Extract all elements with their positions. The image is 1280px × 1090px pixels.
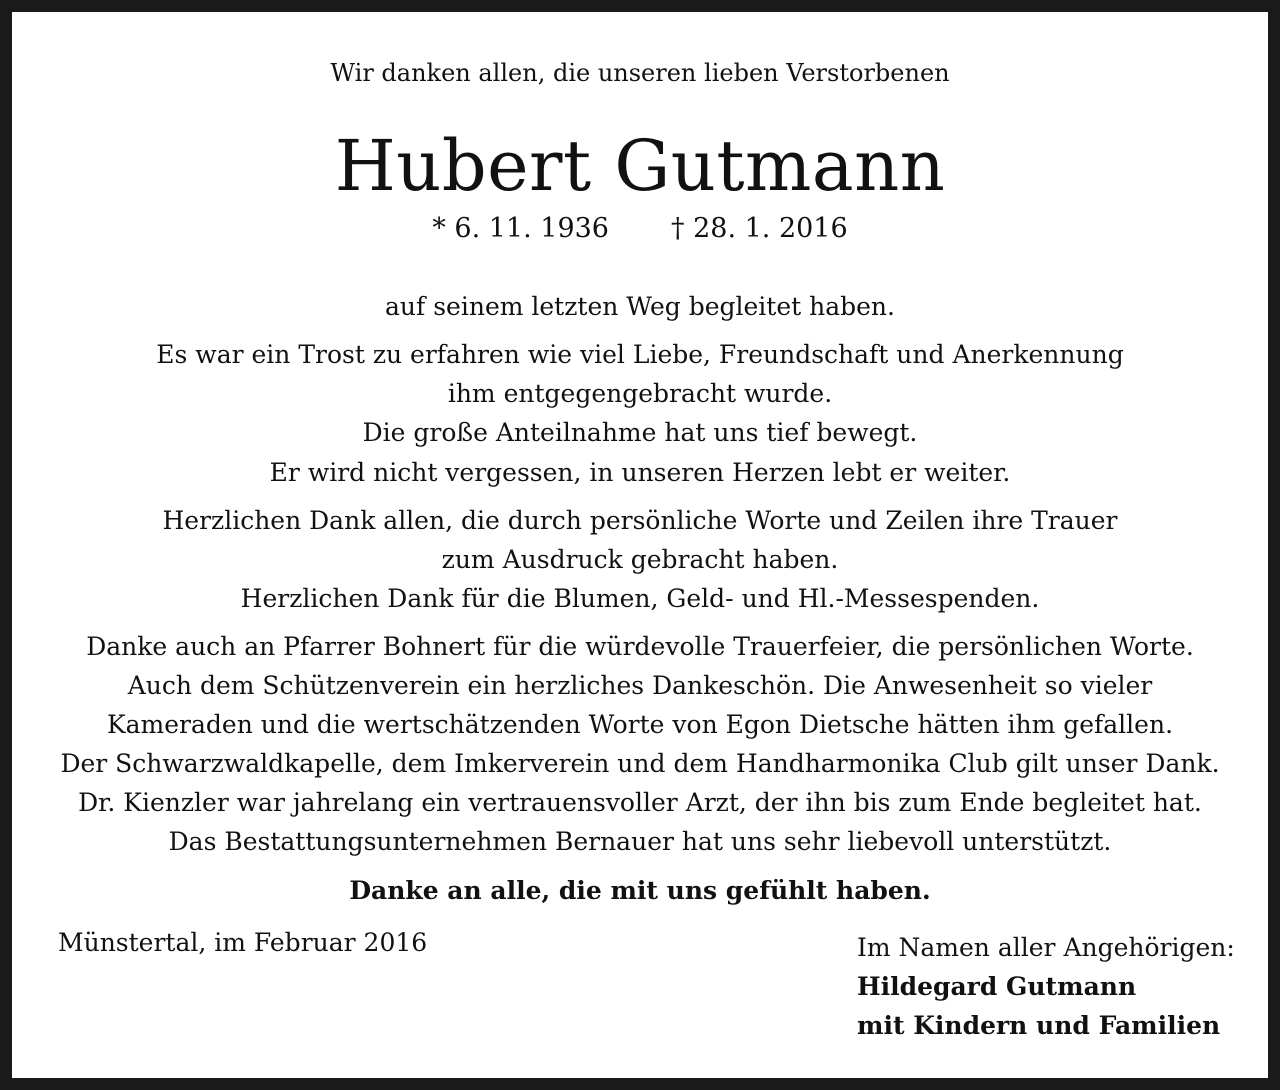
signature-block: [857, 928, 1235, 1045]
deceased-name: Hubert Gutmann: [334, 125, 946, 207]
text-line: Danke auch an Pfarrer Bohnert für die würdevolle Trauerfeier, die persönlichen Worte.: [86, 632, 1194, 661]
text-line: Dr. Kienzler war jahrelang ein vertrauensvoller Arzt, der ihn bis zum Ende begleitet hat.: [78, 788, 1202, 817]
signature-intro: Im Namen aller Angehörigen:: [857, 933, 1235, 962]
birth-date: * 6. 11. 1936: [432, 213, 609, 244]
signature-name: Hildegard Gutmann: [857, 972, 1137, 1001]
place-date: Münstertal, im Februar 2016: [58, 928, 428, 957]
text-line: Er wird nicht vergessen, in unseren Herzen lebt er weiter.: [269, 458, 1011, 487]
text-line: Es war ein Trost zu erfahren wie viel Liebe, Freundschaft und Anerkennung: [156, 340, 1124, 369]
intro-text: Wir danken allen, die unseren lieben Verstorbenen: [330, 59, 950, 87]
closing-line: Danke an alle, die mit uns gefühlt haben.: [349, 876, 931, 905]
text-line: Herzlichen Dank für die Blumen, Geld- und Hl.-Messespenden.: [240, 584, 1040, 613]
text-line: Herzlichen Dank allen, die durch persönliche Worte und Zeilen ihre Trauer: [162, 506, 1118, 535]
text-line: Auch dem Schützenverein ein herzliches Dankeschön. Die Anwesenheit so vieler: [127, 671, 1153, 700]
life-dates: [12, 214, 1268, 244]
text-line: auf seinem letzten Weg begleitet haben.: [385, 292, 895, 321]
text-line: Kameraden und die wertschätzenden Worte von Egon Dietsche hätten ihm gefallen.: [106, 710, 1174, 739]
signature-family: mit Kindern und Familien: [857, 1011, 1221, 1040]
text-line: zum Ausdruck gebracht haben.: [441, 545, 839, 574]
text-line: Der Schwarzwaldkapelle, dem Imkerverein und dem Handharmonika Club gilt unser Dank.: [60, 749, 1220, 778]
text-line: ihm entgegengebracht wurde.: [447, 379, 833, 408]
obituary-notice: [12, 12, 1268, 1078]
text-line: Die große Anteilnahme hat uns tief bewegt.: [362, 418, 918, 447]
text-line: Das Bestattungsunternehmen Bernauer hat uns sehr liebevoll unterstützt.: [168, 827, 1112, 856]
death-date: † 28. 1. 2016: [671, 213, 848, 244]
